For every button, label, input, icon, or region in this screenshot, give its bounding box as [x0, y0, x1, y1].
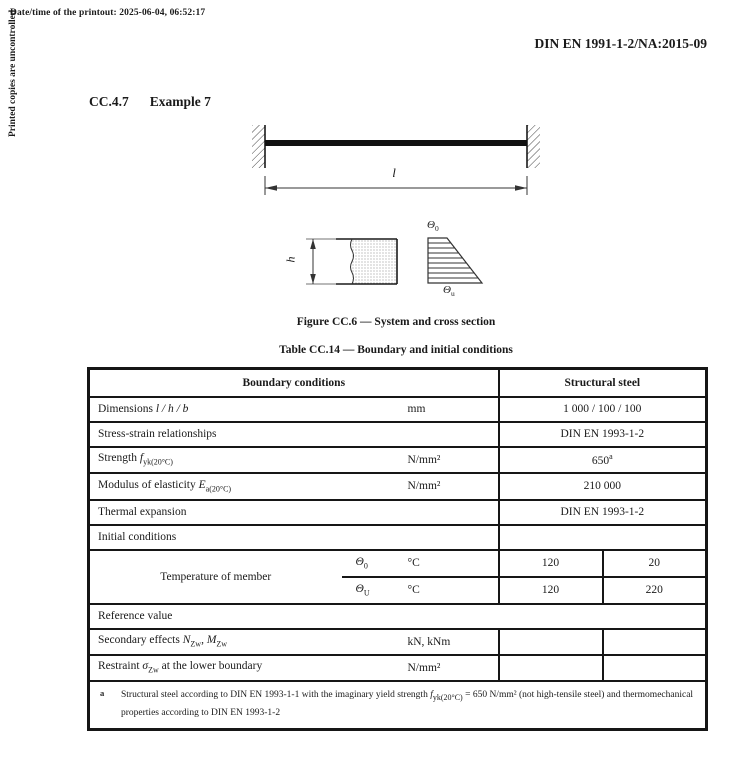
printout-datetime: Date/time of the printout: 2025-06-04, 06:52:17 — [10, 8, 206, 18]
value-cell: 210 000 — [499, 473, 707, 500]
unit-cell: N/mm² — [406, 473, 499, 500]
value-cell: 650$^a$ — [499, 447, 707, 473]
row-label: Restraint $\sigma_{Zw}$ at the lower boundary — [89, 655, 406, 681]
table-row-modulus — [89, 473, 707, 500]
table-header-row — [89, 369, 707, 397]
beam-bar — [265, 140, 527, 146]
theta-0-cell: $\Theta_0$ — [342, 550, 406, 577]
table-caption: Table CC.14 — Boundary and initial conditions — [279, 344, 513, 356]
table-footnote-row — [89, 681, 707, 730]
table-row-reference-value — [89, 604, 707, 629]
dimension-arrow-left — [265, 185, 277, 191]
temperature-gradient-shape — [428, 238, 482, 283]
standard-reference: DIN EN 1991-1-2/NA:2015-09 — [534, 36, 707, 51]
table-row-temperature-top — [89, 550, 707, 577]
table-row-initial-conditions — [89, 525, 707, 550]
beam-system-diagram — [250, 120, 542, 200]
header-boundary-conditions: Boundary conditions — [89, 369, 499, 397]
row-label: Strength $f_{yk(20^\circ C)}$ — [89, 447, 406, 473]
table-row-restraint — [89, 655, 707, 681]
empty-cell — [499, 629, 603, 655]
dimension-arrow-right — [515, 185, 527, 191]
value-cell: 20 — [603, 550, 707, 577]
row-label: Temperature of member — [89, 550, 342, 604]
value-cell: 1 000 / 100 / 100 — [499, 397, 707, 422]
theta-bottom-subscript: u — [450, 289, 455, 299]
cross-section-diagram — [283, 213, 498, 305]
empty-cell — [603, 629, 707, 655]
h-arrow-bottom — [310, 274, 316, 284]
theta-symbol: Θ — [427, 219, 435, 231]
footnote-text: Structural steel according to DIN EN 1993-1-1 with the imaginary yield strength $f_{yk(20^\circ C)} = 650$ N/mm² (not high-tensile steel) and thermomechanical properties according to DIN EN 1993-1-2 — [121, 689, 694, 719]
row-label: Stress-strain relationships — [89, 422, 499, 447]
value-cell: DIN EN 1993-1-2 — [499, 422, 707, 447]
empty-cell — [603, 655, 707, 681]
theta-top-label — [427, 219, 439, 233]
theta-u-cell: $\Theta_U$ — [342, 577, 406, 604]
row-label: Secondary effects $N_{Zw}$, $M_{Zw}$ — [89, 629, 406, 655]
section-number: CC.4.7 — [89, 94, 129, 109]
unit-cell: N/mm² — [406, 447, 499, 473]
row-label: Dimensions l / h / b — [89, 397, 406, 422]
theta-symbol: Θ — [443, 284, 451, 296]
row-label: Modulus of elasticity $E_{a(20^\circ C)}$ — [89, 473, 406, 500]
header-structural-steel: Structural steel — [499, 369, 707, 397]
length-label: l — [392, 165, 396, 180]
theta-bottom-label — [443, 284, 455, 298]
h-arrow-top — [310, 239, 316, 249]
unit-cell: °C — [406, 550, 499, 577]
right-support-hatch — [527, 125, 540, 168]
unit-cell: mm — [406, 397, 499, 422]
footnote-cell — [89, 681, 707, 730]
table-row-thermal-expansion — [89, 500, 707, 525]
temperature-gradient-hatch — [428, 243, 478, 278]
uncontrolled-copy-note: Printed copies are uncontrolled — [8, 9, 18, 137]
value-cell: 120 — [499, 577, 603, 604]
table-row-dimensions — [89, 397, 707, 422]
unit-cell: °C — [406, 577, 499, 604]
unit-cell: N/mm² — [406, 655, 499, 681]
row-label: Thermal expansion — [89, 500, 499, 525]
empty-cell — [499, 655, 603, 681]
empty-cell — [499, 525, 707, 550]
section-title: Example 7 — [149, 94, 211, 109]
table-row-stress-strain — [89, 422, 707, 447]
row-label: Initial conditions — [89, 525, 499, 550]
theta-top-subscript: 0 — [434, 224, 439, 234]
value-cell: 120 — [499, 550, 603, 577]
row-label: Reference value — [89, 604, 707, 629]
value-cell: 220 — [603, 577, 707, 604]
footnote-marker: a — [100, 687, 105, 698]
table-row-strength — [89, 447, 707, 473]
left-support-hatch — [252, 125, 265, 168]
section-heading — [89, 94, 211, 110]
unit-cell: kN, kNm — [406, 629, 499, 655]
figure-caption: Figure CC.6 — System and cross section — [296, 316, 496, 328]
cross-section-fill — [352, 239, 397, 284]
value-cell: DIN EN 1993-1-2 — [499, 500, 707, 525]
boundary-conditions-table — [87, 367, 708, 731]
height-label: h — [283, 256, 298, 263]
table-row-secondary-effects — [89, 629, 707, 655]
